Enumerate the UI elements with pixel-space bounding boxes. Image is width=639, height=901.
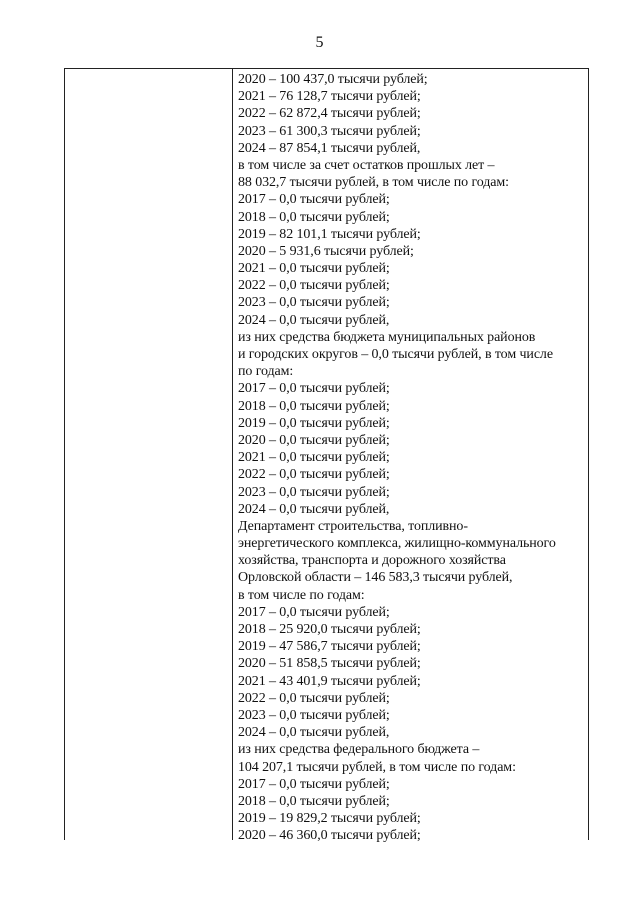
text-line: 2022 – 0,0 тысячи рублей; [238, 690, 390, 706]
text-line: 2018 – 0,0 тысячи рублей; [238, 398, 390, 414]
text-line: 2019 – 19 829,2 тысячи рублей; [238, 811, 421, 827]
text-line: 104 207,1 тысячи рублей, в том числе по годам: [238, 759, 516, 775]
text-line: 2018 – 25 920,0 тысячи рублей; [238, 622, 421, 637]
text-line: 2024 – 0,0 тысячи рублей, [238, 725, 390, 741]
text-line: 2023 – 0,0 тысячи рублей; [238, 484, 390, 500]
text-line: 88 032,7 тысячи рублей, в том числе по годам: [238, 175, 509, 191]
text-line: 2022 – 62 872,4 тысячи рублей; [238, 106, 421, 122]
text-line: 2018 – 0,0 тысячи рублей; [238, 793, 390, 809]
budget-table [64, 68, 589, 844]
text-line: энергетического комплекса, жилищно-коммунального [238, 536, 556, 552]
text-line: 2019 – 47 586,7 тысячи рублей; [238, 639, 421, 655]
text-line: 2020 – 51 858,5 тысячи рублей; [238, 656, 421, 672]
text-line: 2021 – 76 128,7 тысячи рублей; [238, 89, 421, 105]
text-line: в том числе за счет остатков прошлых лет – [238, 157, 495, 173]
text-line: 2023 – 0,0 тысячи рублей; [238, 295, 390, 311]
text-line: в том числе по годам: [238, 587, 365, 603]
text-line: 2017 – 0,0 тысячи рублей; [238, 381, 390, 397]
table-right-column [238, 71, 588, 844]
text-line: 2017 – 0,0 тысячи рублей; [238, 192, 390, 208]
text-line: из них средства бюджета муниципальных районов [238, 329, 536, 345]
text-line: хозяйства, транспорта и дорожного хозяйства [238, 553, 506, 569]
text-line: 2021 – 43 401,9 тысячи рублей; [238, 673, 421, 689]
text-line: 2020 – 100 437,0 тысячи рублей; [238, 72, 428, 87]
text-line: 2019 – 82 101,1 тысячи рублей; [238, 226, 421, 242]
text-line: 2024 – 87 854,1 тысячи рублей, [238, 140, 421, 156]
text-line: 2024 – 0,0 тысячи рублей, [238, 312, 390, 328]
text-line: и городских округов – 0,0 тысячи рублей, в том числе [238, 347, 553, 362]
text-line: 2021 – 0,0 тысячи рублей; [238, 261, 390, 277]
text-line: Департамент строительства, топливно- [238, 518, 468, 534]
text-line: Орловской области – 146 583,3 тысячи рублей, [238, 570, 513, 586]
text-line: 2018 – 0,0 тысячи рублей; [238, 209, 390, 225]
text-line: из них средства федерального бюджета – [238, 742, 480, 758]
text-line: 2020 – 0,0 тысячи рублей; [238, 432, 390, 448]
text-line: 2023 – 0,0 тысячи рублей; [238, 707, 390, 723]
text-line: 2022 – 0,0 тысячи рублей; [238, 467, 390, 483]
text-line: 2023 – 61 300,3 тысячи рублей; [238, 123, 421, 139]
text-line: по годам: [238, 364, 294, 380]
table-left-column [65, 69, 233, 840]
text-line: 2020 – 46 360,0 тысячи рублей; [238, 828, 421, 844]
text-line: 2019 – 0,0 тысячи рублей; [238, 415, 390, 431]
text-line: 2020 – 5 931,6 тысячи рублей; [238, 243, 414, 259]
text-line: 2017 – 0,0 тысячи рублей; [238, 604, 390, 620]
page-number: 5 [315, 34, 324, 51]
text-line: 2017 – 0,0 тысячи рублей; [238, 776, 390, 792]
text-line: 2024 – 0,0 тысячи рублей, [238, 501, 390, 517]
text-line: 2022 – 0,0 тысячи рублей; [238, 278, 390, 294]
text-line: 2021 – 0,0 тысячи рублей; [238, 450, 390, 466]
